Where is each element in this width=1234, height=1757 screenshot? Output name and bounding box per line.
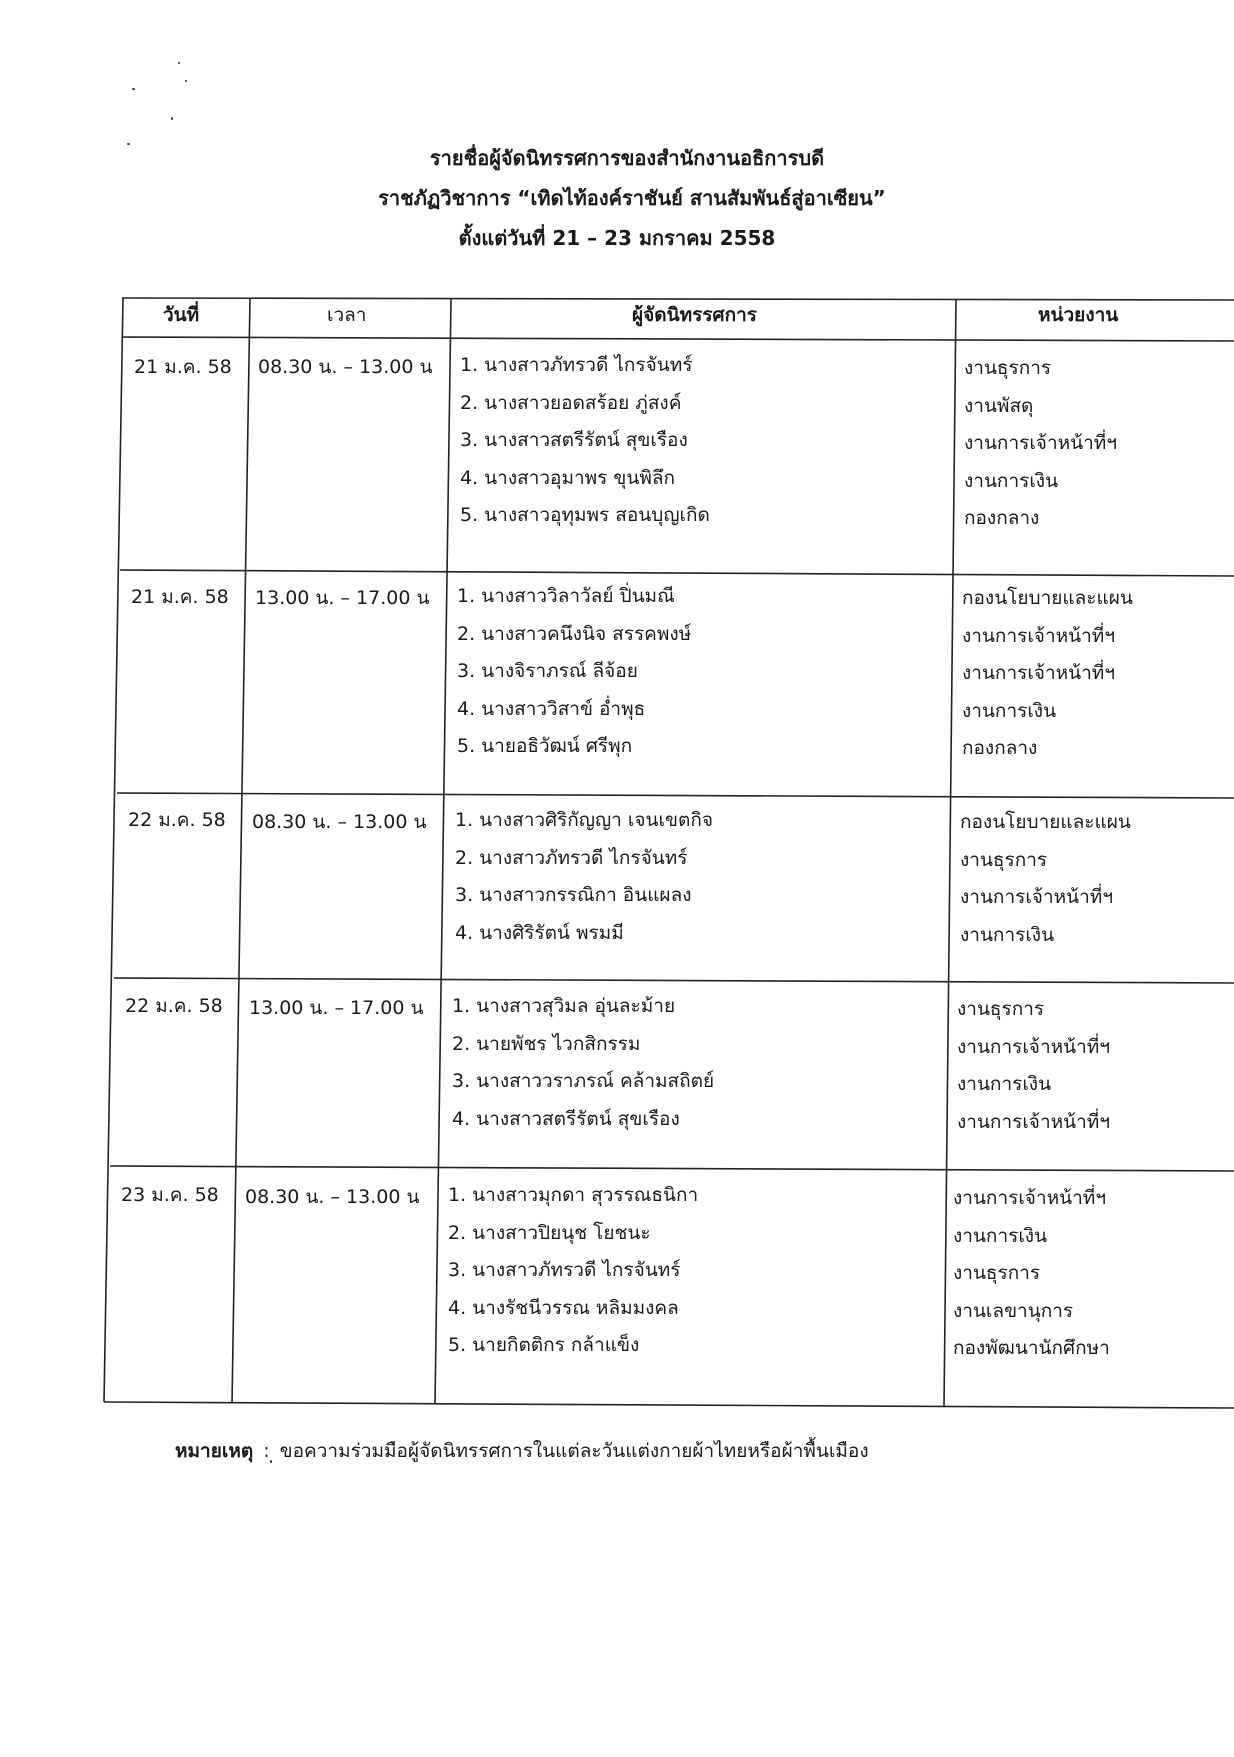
- scan-speck: [185, 80, 187, 82]
- table-cell-name: 2. นายพัชร ไวกสิกรรม: [452, 1032, 641, 1055]
- header-date: วันที่: [163, 304, 200, 326]
- table-cell-name: 3. นางสาวกรรณิกา อินแผลง: [455, 884, 692, 906]
- table-cell-name: 2. นางสาวภัทรวดี ไกรจันทร์: [455, 846, 688, 869]
- table-cell-unit: งานธุรการ: [964, 357, 1052, 379]
- table-cell-name: 3. นางจิราภรณ์ ลีจ้อย: [457, 660, 638, 682]
- row-2-time: 13.00 น. – 17.00 น: [255, 587, 430, 609]
- row-4-units: [957, 991, 1110, 1141]
- title-line-1: รายชื่อผู้จัดนิทรรศการของสำนักงานอธิการบดี: [429, 146, 825, 170]
- table-cell-unit: งานการเจ้าหน้าที่ฯ: [964, 432, 1117, 454]
- footnote-text: ขอความร่วมมือผู้จัดนิทรรศการในแต่ละวันแต่งกายผ้าไทยหรือผ้าพื้นเมือง: [279, 1440, 869, 1462]
- table-cell-unit: งานการเงิน: [960, 923, 1055, 946]
- table-cell-name: 4. นางสาวสตรีรัตน์ สุขเรือง: [452, 1107, 680, 1130]
- row-4-time: 13.00 น. – 17.00 น: [249, 997, 424, 1019]
- row-1-date: 21 ม.ค. 58: [134, 356, 232, 378]
- scan-speck: [132, 88, 135, 90]
- row-5-names: [448, 1177, 698, 1365]
- table-cell-name: 3. นางสาวภัทรวดี ไกรจันทร์: [448, 1259, 681, 1281]
- table-cell-unit: งานการเจ้าหน้าที่ฯ: [957, 1110, 1110, 1133]
- row-3-time: 08.30 น. – 13.00 น: [252, 811, 427, 833]
- table-cell-unit: งานการเจ้าหน้าที่ฯ: [953, 1187, 1106, 1209]
- table-cell-unit: กองพัฒนานักศึกษา: [953, 1337, 1110, 1359]
- table-cell-name: 4. นางสาวอุมาพร ขุนพิลึก: [460, 466, 676, 489]
- table-cell-unit: งานพัสดุ: [964, 394, 1034, 417]
- table-cell-unit: กองนโยบายและแผน: [962, 587, 1133, 609]
- row-2-date: 21 ม.ค. 58: [131, 586, 229, 608]
- header-organizer: ผู้จัดนิทรรศการ: [632, 304, 757, 326]
- table-cell-unit: งานธุรการ: [957, 998, 1045, 1020]
- table-cell-name: 1. นางสาววิลาวัลย์ ปิ่นมณี: [457, 585, 675, 607]
- row-2-names: [457, 578, 691, 766]
- row-5-date: 23 ม.ค. 58: [121, 1184, 219, 1206]
- footnote-colon: :: [263, 1440, 270, 1462]
- table-cell-name: 3. นางสาววราภรณ์ คล้ามสถิตย์: [452, 1070, 715, 1092]
- scan-speck: [270, 1460, 272, 1463]
- table-cell-name: 3. นางสาวสตรีรัตน์ สุขเรือง: [460, 429, 688, 451]
- table-cell-unit: กองกลาง: [962, 737, 1038, 759]
- table-cell-name: 1. นางสาวภัทรวดี ไกรจันทร์: [460, 354, 693, 376]
- row-1-names: [460, 347, 710, 535]
- footnote-label: หมายเหตุ: [175, 1440, 254, 1462]
- header-unit: หน่วยงาน: [1038, 304, 1119, 326]
- table-cell-unit: งานการเงิน: [957, 1073, 1052, 1095]
- table-cell-name: 5. นายอธิวัฒน์ ศรีพุก: [457, 735, 633, 757]
- table-cell-name: 2. นางสาวยอดสร้อย ภู่สงค์: [460, 391, 682, 414]
- footnote: [175, 1436, 869, 1466]
- table-cell-unit: งานธุรการ: [953, 1262, 1041, 1284]
- table-cell-unit: งานธุรการ: [960, 848, 1048, 871]
- row-5-time: 08.30 น. – 13.00 น: [245, 1186, 420, 1208]
- table-cell-name: 2. นางสาวคนึงนิจ สรรคพงษ์: [457, 622, 692, 645]
- table-cell-unit: งานเลขานุการ: [953, 1299, 1074, 1322]
- table-cell-unit: กองกลาง: [964, 507, 1040, 529]
- title-line-2: ราชภัฏวิชาการ “เทิดไท้องค์ราชันย์ สานสัมพันธ์สู่อาเซียน”: [378, 186, 886, 210]
- row-3-names: [455, 802, 713, 952]
- table-cell-unit: งานการเจ้าหน้าที่ฯ: [960, 886, 1113, 908]
- table-cell-name: 1. นางสาวศิริกัญญา เจนเขตกิจ: [455, 809, 713, 831]
- table-cell-unit: งานการเงิน: [953, 1224, 1048, 1247]
- header-time: เวลา: [327, 304, 367, 326]
- table-cell-unit: งานการเจ้าหน้าที่ฯ: [962, 624, 1115, 647]
- table-cell-unit: กองนโยบายและแผน: [960, 811, 1131, 833]
- row-3-date: 22 ม.ค. 58: [128, 809, 226, 831]
- table-cell-name: 5. นางสาวอุทุมพร สอนบุญเกิด: [460, 504, 710, 526]
- table-cell-name: 2. นางสาวปิยนุช โยชนะ: [448, 1221, 651, 1244]
- table-cell-name: 4. นางศิริรัตน์ พรมมี: [455, 921, 624, 944]
- table-cell-name: 5. นายกิตติกร กล้าแข็ง: [448, 1334, 640, 1356]
- scan-speck: [127, 143, 130, 145]
- row-3-units: [960, 804, 1131, 954]
- row-5-units: [953, 1180, 1110, 1368]
- row-4-names: [452, 988, 714, 1138]
- row-4-date: 22 ม.ค. 58: [125, 995, 223, 1017]
- table-cell-unit: งานการเงิน: [962, 699, 1057, 722]
- row-2-units: [962, 580, 1133, 768]
- table-cell-name: 4. นางรัชนีวรรณ หลิมมงคล: [448, 1296, 679, 1319]
- title-line-3: ตั้งแต่วันที่ 21 – 23 มกราคม 2558: [458, 226, 776, 250]
- table-cell-unit: งานการเจ้าหน้าที่ฯ: [957, 1035, 1110, 1058]
- table-cell-name: 1. นางสาวสุวิมล อุ่นละม้าย: [452, 995, 676, 1017]
- scan-speck: [171, 117, 173, 120]
- table-cell-name: 1. นางสาวมุกดา สุวรรณธนิกา: [448, 1184, 699, 1206]
- row-1-time: 08.30 น. – 13.00 น: [258, 356, 433, 378]
- row-1-units: [964, 350, 1117, 538]
- table-cell-unit: งานการเงิน: [964, 469, 1059, 492]
- table-cell-unit: งานการเจ้าหน้าที่ฯ: [962, 662, 1115, 684]
- scan-speck: [178, 62, 180, 64]
- table-cell-name: 4. นางสาววิสาข์ อ่ำพุธ: [457, 697, 646, 720]
